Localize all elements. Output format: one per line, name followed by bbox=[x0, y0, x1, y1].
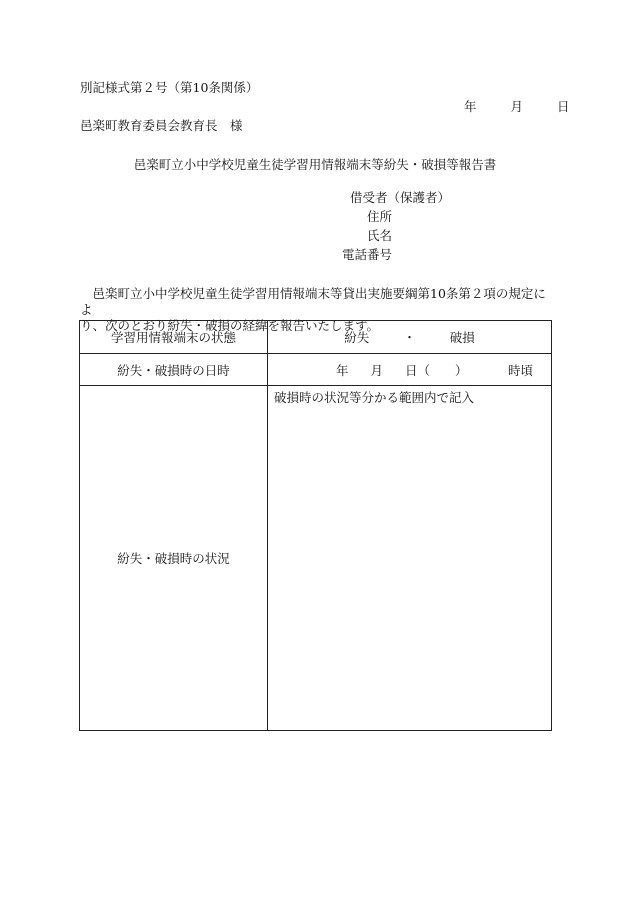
situation-field[interactable] bbox=[268, 386, 552, 731]
table-row-status bbox=[80, 321, 552, 354]
report-date bbox=[464, 99, 570, 115]
datetime-day: 日（ ） bbox=[405, 362, 468, 378]
datetime-year: 年 bbox=[336, 362, 349, 378]
report-table bbox=[79, 320, 552, 731]
borrower-label: 借受者（保護者） bbox=[350, 190, 451, 205]
status-options[interactable] bbox=[268, 321, 552, 354]
situation-label: 紛失・破損時の状況 bbox=[80, 386, 268, 731]
date-month-label: 月 bbox=[510, 99, 524, 114]
body-line-2: り、次のとおり紛失・破損の経緯を報告いたします。 bbox=[80, 318, 380, 333]
body-line-1: 邑楽町立小中学校児童生徒学習用情報端末等貸出実施要綱第10条第２項の規定によ bbox=[80, 286, 546, 317]
date-year-label: 年 bbox=[464, 99, 477, 114]
form-number: 別記様式第２号（第10条関係） bbox=[80, 80, 259, 95]
name-label: 氏名 bbox=[366, 228, 392, 243]
datetime-time: 時頃 bbox=[507, 362, 533, 378]
situation-hint: 破損時の状況等分かる範囲内で記入 bbox=[274, 390, 475, 405]
status-label: 学習用情報端末の状態 bbox=[80, 321, 268, 354]
datetime-label: 紛失・破損時の日時 bbox=[80, 354, 268, 386]
damage-option[interactable]: 破損 bbox=[449, 330, 475, 345]
document-title: 邑楽町立小中学校児童生徒学習用情報端末等紛失・破損等報告書 bbox=[133, 157, 497, 172]
table-row-situation bbox=[80, 386, 552, 731]
option-separator: ・ bbox=[403, 330, 416, 345]
table-row-datetime bbox=[80, 354, 552, 386]
addressee: 邑楽町教育委員会教育長 様 bbox=[80, 118, 243, 133]
address-label: 住所 bbox=[366, 209, 392, 224]
datetime-field[interactable] bbox=[268, 354, 552, 386]
borrower-block bbox=[330, 190, 480, 270]
datetime-month: 月 bbox=[370, 362, 384, 378]
date-day-label: 日 bbox=[557, 99, 570, 114]
loss-option[interactable]: 紛失 bbox=[344, 330, 370, 345]
phone-label: 電話番号 bbox=[341, 247, 392, 262]
